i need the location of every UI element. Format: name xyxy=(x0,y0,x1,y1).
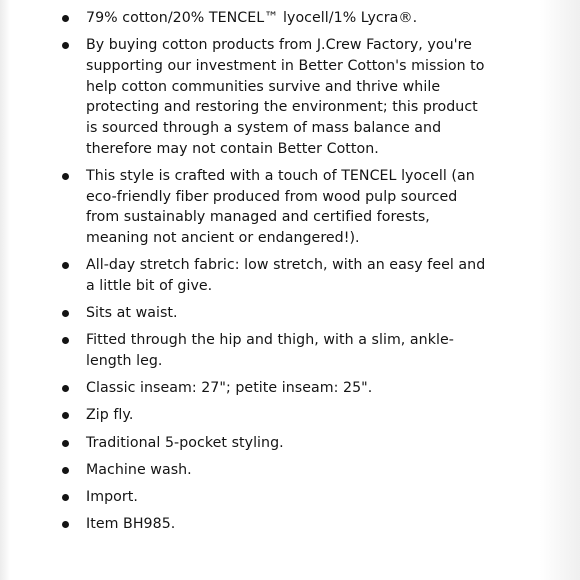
list-item xyxy=(62,35,492,159)
detail-text: Traditional 5-pocket styling. xyxy=(86,434,284,451)
detail-text: Item BH985. xyxy=(86,516,176,533)
list-item xyxy=(62,514,492,535)
detail-text: Classic inseam: 27"; petite inseam: 25". xyxy=(86,380,373,397)
bullet-icon xyxy=(62,42,69,49)
detail-text: Import. xyxy=(86,489,138,506)
right-edge-shadow xyxy=(540,0,580,580)
detail-text: Zip fly. xyxy=(86,407,134,424)
detail-text: 79% cotton/20% TENCEL™ lyocell/1% Lycra®. xyxy=(86,10,418,26)
bullet-icon xyxy=(62,494,69,501)
bullet-icon xyxy=(62,412,69,419)
list-item xyxy=(62,378,492,399)
detail-text: By buying cotton products from J.Crew Factory, you're supporting our investment in Better Cotton's mission to help cotton communities survive and thrive while protecting and restoring the environment; this product is sourced through a system of mass balance and therefore may not contain Better Cotton. xyxy=(86,37,485,157)
list-item xyxy=(62,166,492,249)
bullet-icon xyxy=(62,337,69,344)
list-item xyxy=(62,303,492,324)
bullet-icon xyxy=(62,15,69,22)
list-item xyxy=(62,405,492,426)
bullet-icon xyxy=(62,440,69,447)
bullet-icon xyxy=(62,385,69,392)
detail-text: Sits at waist. xyxy=(86,305,178,322)
bullet-icon xyxy=(62,467,69,474)
list-item xyxy=(62,330,492,371)
detail-text: This style is crafted with a touch of TENCEL lyocell (an eco-friendly fiber produced from wood pulp sourced from sustainably managed and certified forests, meaning not ancient or endangered!). xyxy=(86,167,475,247)
list-item xyxy=(62,8,492,29)
list-item xyxy=(62,487,492,508)
left-edge-shadow xyxy=(0,0,10,580)
detail-text: Fitted through the hip and thigh, with a slim, ankle-length leg. xyxy=(86,332,454,370)
product-details-list xyxy=(62,8,492,541)
detail-text: Machine wash. xyxy=(86,461,192,478)
bullet-icon xyxy=(62,521,69,528)
bullet-icon xyxy=(62,262,69,269)
detail-text: All-day stretch fabric: low stretch, with an easy feel and a little bit of give. xyxy=(86,257,486,294)
list-item xyxy=(62,255,492,296)
list-item xyxy=(62,460,492,481)
list-item xyxy=(62,433,492,454)
bullet-icon xyxy=(62,310,69,317)
bullet-icon xyxy=(62,173,69,180)
